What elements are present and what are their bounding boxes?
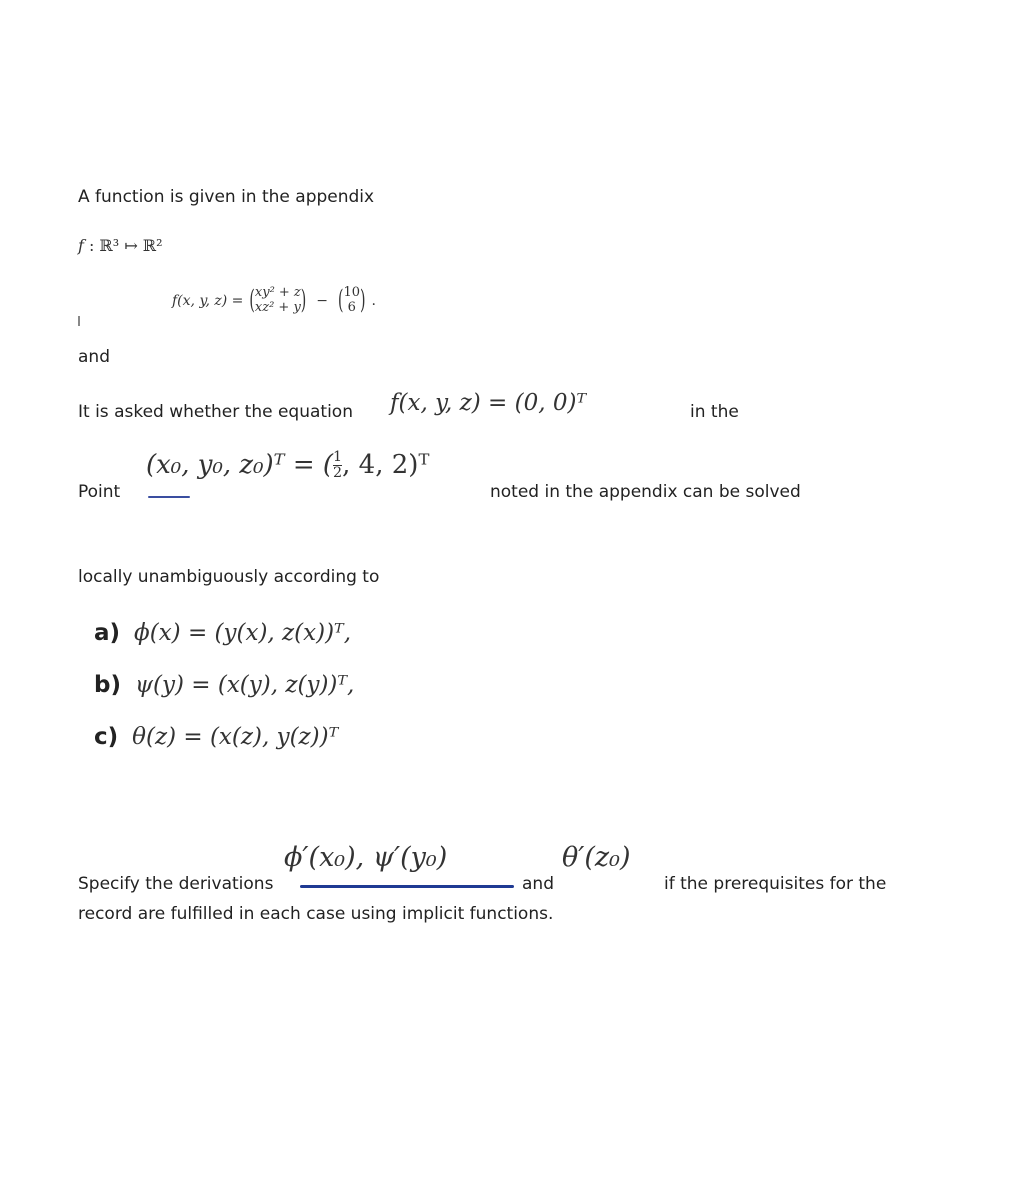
- option-c-label: c): [94, 724, 119, 750]
- noted-text: noted in the appendix can be solved: [490, 482, 801, 502]
- point-fraction: [333, 450, 342, 480]
- option-b-label: b): [94, 672, 121, 698]
- option-a-formula: ϕ(x) = (y(x), z(x))ᵀ,: [134, 620, 352, 646]
- option-c-formula: θ(z) = (x(z), y(z))ᵀ: [132, 724, 339, 750]
- point-underline: [148, 496, 190, 498]
- intro-text: A function is given in the appendix: [78, 187, 375, 207]
- vector-1-bottom: xz² + y: [254, 300, 301, 315]
- mapping-arrow: ↦: [124, 236, 138, 255]
- mapping-f: f: [78, 236, 84, 255]
- function-mapping: [78, 236, 163, 255]
- fraction-denominator: 2: [333, 464, 343, 481]
- specify-text: Specify the derivations: [78, 874, 274, 894]
- function-lhs: f(x, y, z) =: [172, 293, 244, 309]
- fraction-numerator: 1: [333, 449, 343, 466]
- prereq-text: if the prerequisites for the: [664, 874, 887, 894]
- option-c: [94, 724, 338, 750]
- option-b: [94, 672, 354, 698]
- crop-mark: [78, 316, 80, 326]
- derivatives-underline: [300, 885, 514, 888]
- record-text: record are fulfilled in each case using implicit functions.: [78, 904, 554, 924]
- minus-sign: −: [316, 293, 328, 309]
- point-eq-lhs: (x₀, y₀, z₀)ᵀ = (: [146, 450, 334, 480]
- derivatives-phi-psi: ϕ′(x₀), ψ′(y₀): [284, 842, 448, 873]
- point-eq-rest: , 4, 2)ᵀ: [342, 450, 430, 480]
- derivative-theta: θ′(z₀): [562, 842, 631, 873]
- mapping-colon: :: [89, 236, 95, 255]
- and-text-2: and: [522, 874, 554, 894]
- and-text: and: [78, 347, 110, 367]
- point-equation: [146, 450, 429, 480]
- function-definition: f(x, y, z) = ( xy² + z xz² + y ) − ( 10 6 ) .: [172, 285, 376, 317]
- period: .: [371, 293, 376, 309]
- mapping-codomain: ℝ²: [142, 236, 163, 255]
- vector-2-top: 10: [343, 285, 361, 301]
- option-a: [94, 620, 351, 646]
- ask-text: It is asked whether the equation: [78, 402, 353, 422]
- vector-1: [255, 286, 301, 316]
- mapping-domain: ℝ³: [99, 236, 120, 255]
- vector-2-bottom: 6: [347, 300, 356, 315]
- option-a-label: a): [94, 620, 121, 646]
- in-the-text: in the: [690, 402, 739, 422]
- option-b-formula: ψ(y) = (x(y), z(y))ᵀ,: [134, 672, 355, 698]
- vector-2: [343, 286, 360, 316]
- equation: f(x, y, z) = (0, 0)ᵀ: [390, 390, 587, 416]
- vector-1-top: xy² + z: [254, 285, 301, 301]
- locally-text: locally unambiguously according to: [78, 567, 380, 587]
- point-label: Point: [78, 482, 121, 502]
